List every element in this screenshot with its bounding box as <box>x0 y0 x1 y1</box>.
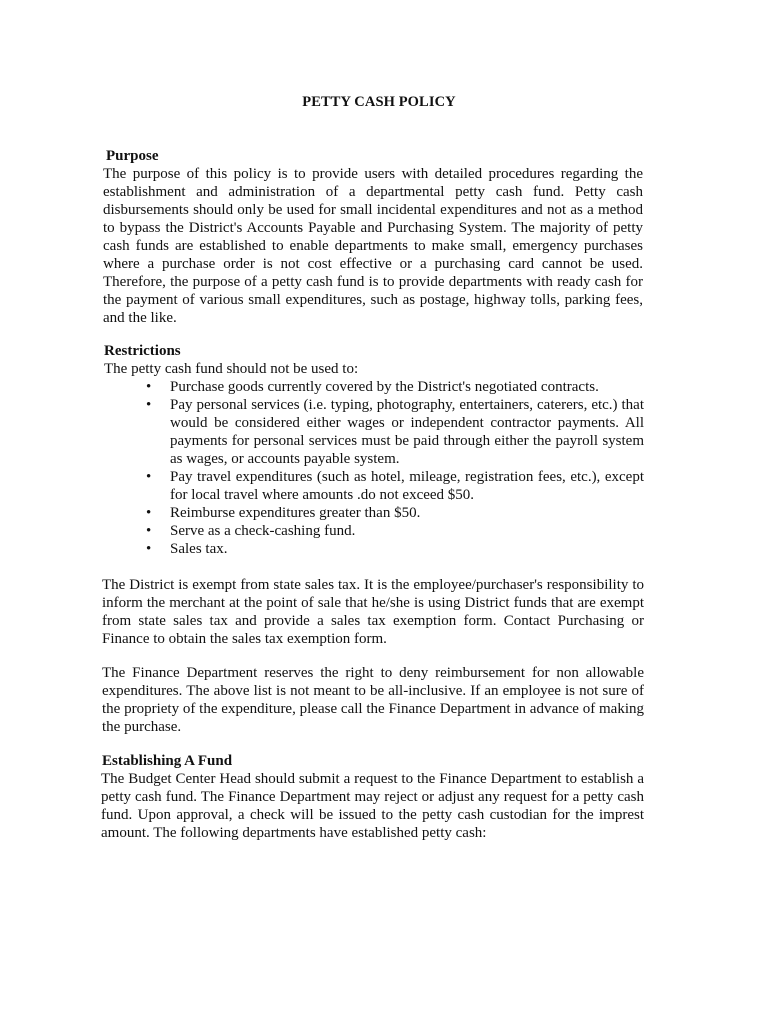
restrictions-section <box>104 342 644 558</box>
list-item <box>104 378 644 396</box>
restrictions-list <box>104 378 644 558</box>
restrictions-intro: The petty cash fund should not be used to: <box>104 361 359 377</box>
finance-section <box>102 664 644 736</box>
sales-tax-section <box>102 576 644 648</box>
finance-paragraph: The Finance Department reserves the right to deny reimbursement for non allowable expenditures. The above list is not meant to be all-inclusive. If an employee is not sure of the propriety of the expenditure, please call the Finance Department in advance of making the purchase. <box>102 665 644 735</box>
bullet-icon: • <box>146 469 152 485</box>
document-title: PETTY CASH POLICY <box>302 94 456 110</box>
restrictions-heading: Restrictions <box>104 343 181 359</box>
bullet-icon: • <box>146 379 152 395</box>
bullet-icon: • <box>146 505 152 521</box>
establishing-heading: Establishing A Fund <box>102 753 233 769</box>
sales-tax-paragraph: The District is exempt from state sales tax. It is the employee/purchaser's responsibility to inform the merchant at the point of sale that he/she is using District funds that are exempt from state sales tax and provide a sales tax exemption form. Contact Purchasing or Finance to obtain the sales tax exemption form. <box>102 577 644 647</box>
establishing-section <box>101 752 644 842</box>
list-item-text: Pay personal services (i.e. typing, photography, entertainers, caterers, etc.) that would be considered either wages or independent contractor payments. All payments for personal services must be paid through either the payroll system as wages, or accounts payable system. <box>170 397 644 467</box>
list-item-text: Sales tax. <box>170 541 228 557</box>
list-item-text: Serve as a check-cashing fund. <box>170 523 356 539</box>
purpose-heading: Purpose <box>106 148 159 164</box>
list-item <box>104 468 644 504</box>
list-item <box>104 396 644 468</box>
list-item-text: Pay travel expenditures (such as hotel, mileage, registration fees, etc.), except for local travel where amounts .do not exceed $50. <box>170 469 644 503</box>
list-item <box>104 522 644 540</box>
purpose-paragraph: The purpose of this policy is to provide users with detailed procedures regarding the establishment and administration of a departmental petty cash fund. Petty cash disbursements should only be used for small incidental expenditures and not as a method to bypass the District's Accounts Payable and Purchasing System. The majority of petty cash funds are established to enable departments to make small, emergency purchases where a purchase order is not cost effective or a purchasing card cannot be used. Therefore, the purpose of a petty cash fund is to provide departments with ready cash for the payment of various small expenditures, such as postage, highway tolls, parking fees, and the like. <box>103 166 643 326</box>
list-item <box>104 504 644 522</box>
list-item-text: Purchase goods currently covered by the District's negotiated contracts. <box>170 379 599 395</box>
purpose-section <box>103 147 643 327</box>
bullet-icon: • <box>146 541 152 557</box>
list-item <box>104 540 644 558</box>
establishing-paragraph: The Budget Center Head should submit a request to the Finance Department to establish a petty cash fund. The Finance Department may reject or adjust any request for a petty cash fund. Upon approval, a check will be issued to the petty cash custodian for the imprest amount. The following departments have established petty cash: <box>101 771 644 841</box>
list-item-text: Reimburse expenditures greater than $50. <box>170 505 421 521</box>
bullet-icon: • <box>146 523 152 539</box>
bullet-icon: • <box>146 397 152 413</box>
